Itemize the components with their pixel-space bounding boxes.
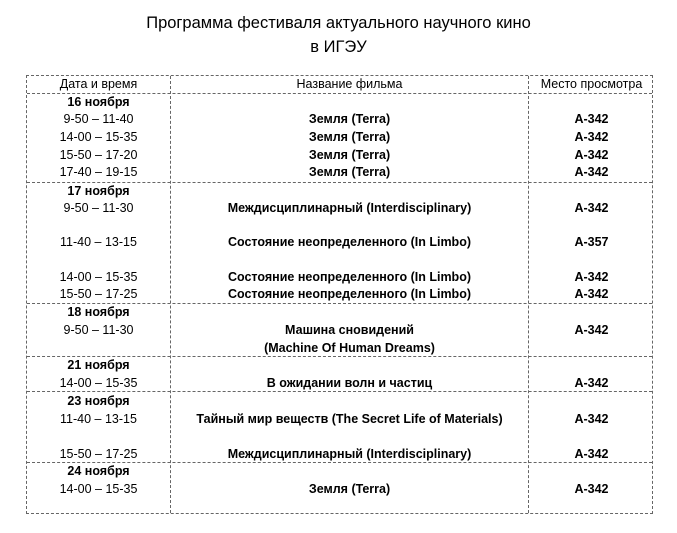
time-cell: 15-50 – 17-20 [59, 148, 138, 162]
time-cell: 15-50 – 17-25 [59, 287, 138, 301]
film-cell: Земля (Terra) [308, 482, 391, 496]
header-film-title: Название фильма [296, 77, 403, 91]
film-cell: Земля (Terra) [308, 130, 391, 144]
room-cell: А-342 [574, 323, 609, 337]
date-heading: 16 ноября [67, 95, 130, 109]
film-cell: Земля (Terra) [308, 148, 391, 162]
time-cell: 15-50 – 17-25 [59, 447, 138, 461]
film-cell: Земля (Terra) [308, 165, 391, 179]
time-cell: 11-40 – 13-15 [60, 235, 137, 249]
document-title: Программа фестиваля актуального научного кино [146, 14, 531, 32]
film-cell-line2: (Machine Of Human Dreams) [264, 341, 435, 355]
date-heading: 17 ноября [67, 184, 130, 198]
room-cell: А-342 [574, 376, 609, 390]
date-heading: 21 ноября [67, 358, 130, 372]
room-cell: А-342 [574, 130, 609, 144]
room-cell: А-342 [574, 270, 609, 284]
time-cell: 9-50 – 11-30 [63, 323, 134, 337]
room-cell: А-342 [574, 412, 609, 426]
time-cell: 17-40 – 19-15 [59, 165, 138, 179]
film-cell: Междисциплинарный (Interdisciplinary) [227, 201, 472, 215]
room-cell: А-342 [574, 165, 609, 179]
schedule-table [26, 75, 653, 514]
room-cell: А-342 [574, 148, 609, 162]
film-cell: Междисциплинарный (Interdisciplinary) [227, 447, 472, 461]
time-cell: 11-40 – 13-15 [60, 412, 137, 426]
film-cell: Земля (Terra) [308, 112, 391, 126]
date-heading: 24 ноября [67, 464, 130, 478]
document-subtitle: в ИГЭУ [310, 38, 367, 56]
time-cell: 14-00 – 15-35 [59, 270, 138, 284]
header-date-time: Дата и время [59, 77, 138, 91]
room-cell: А-342 [574, 447, 609, 461]
date-heading: 23 ноября [67, 394, 130, 408]
room-cell: А-357 [574, 235, 609, 249]
film-cell: Тайный мир веществ (The Secret Life of Materials) [196, 412, 503, 426]
time-cell: 14-00 – 15-35 [59, 130, 138, 144]
room-cell: А-342 [574, 287, 609, 301]
room-cell: А-342 [574, 112, 609, 126]
time-cell: 9-50 – 11-40 [63, 112, 134, 126]
time-cell: 9-50 – 11-30 [63, 201, 134, 215]
time-cell: 14-00 – 15-35 [59, 376, 138, 390]
film-cell: Состояние неопределенного (In Limbo) [227, 270, 471, 284]
header-venue: Место просмотра [540, 77, 643, 91]
film-cell: Состояние неопределенного (In Limbo) [227, 287, 471, 301]
room-cell: А-342 [574, 201, 609, 215]
film-cell: Состояние неопределенного (In Limbo) [227, 235, 471, 249]
room-cell: А-342 [574, 482, 609, 496]
film-cell: В ожидании волн и частиц [266, 376, 433, 390]
film-cell: Машина сновидений [285, 323, 414, 337]
date-heading: 18 ноября [67, 305, 130, 319]
time-cell: 14-00 – 15-35 [59, 482, 138, 496]
